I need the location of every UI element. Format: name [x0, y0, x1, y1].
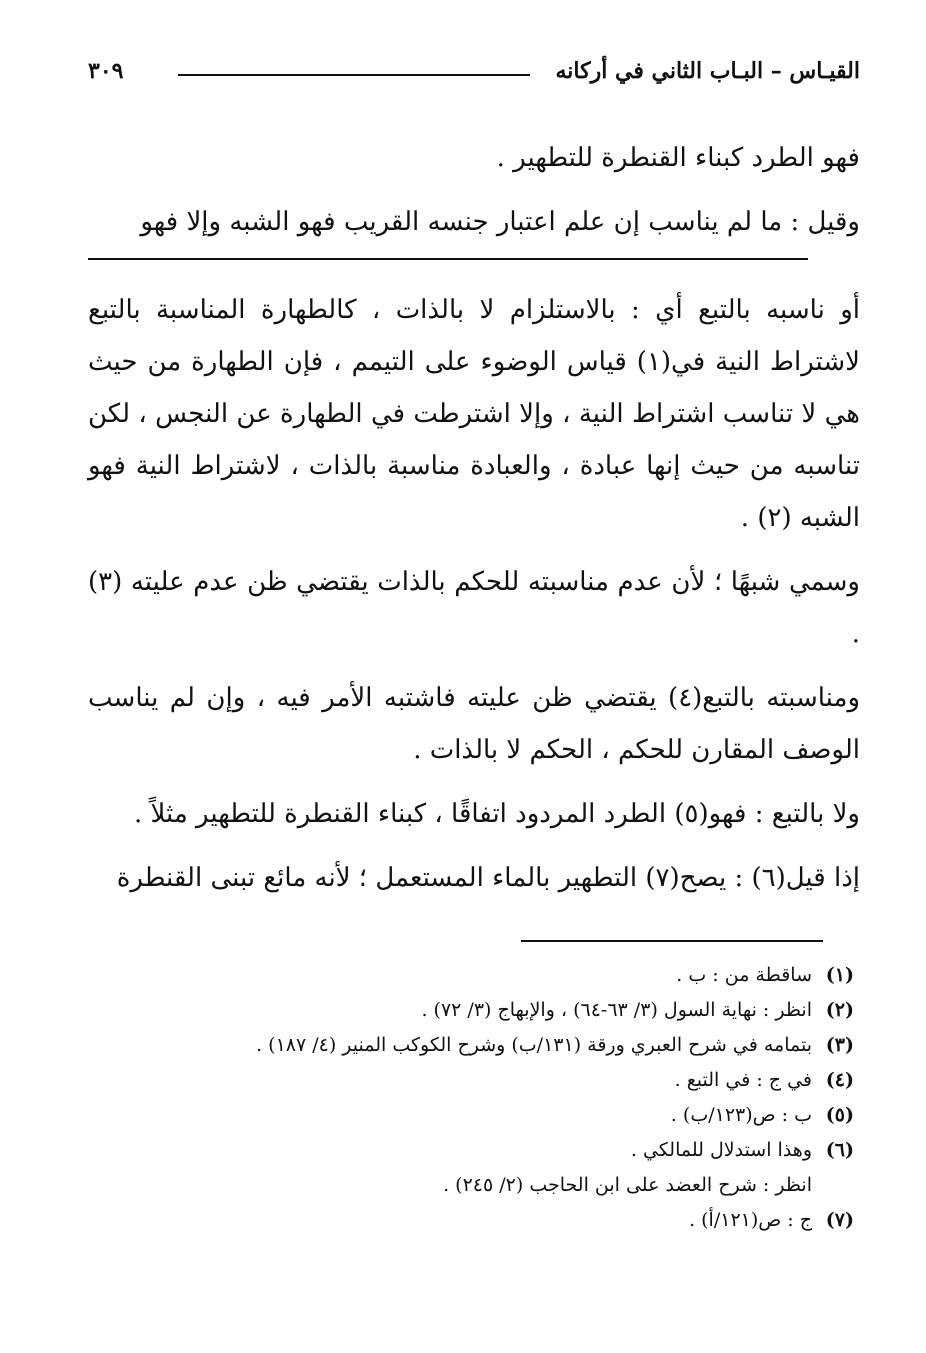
paragraph: وسمي شبهًا ؛ لأن عدم مناسبته للحكم بالذات يقتضي ظن عدم عليته (٣) .	[88, 567, 860, 649]
footnote	[94, 993, 854, 1028]
footnote-text: انظر : نهاية السول (٣/ ٦٣-٦٤) ، والإبهاج (٣/ ٧٢) .	[421, 999, 812, 1021]
footnote	[94, 1098, 854, 1133]
footnote-number: (٧)	[825, 1209, 854, 1231]
footnote-number: (٥)	[825, 1104, 854, 1126]
footnote-rule	[521, 940, 823, 942]
footnote-continuation	[94, 1168, 854, 1203]
running-title: القيـاس – البـاب الثاني في أركانه	[555, 58, 860, 84]
footnotes	[94, 958, 854, 1238]
footnote-number: (٢)	[825, 999, 854, 1021]
paragraph: فهو الطرد كبناء القنطرة للتطهير .	[496, 143, 860, 173]
footnote	[94, 1063, 854, 1098]
footnote	[94, 1028, 854, 1063]
footnote-number: (٣)	[825, 1034, 854, 1056]
footnote-text: وهذا استدلال للمالكي .	[630, 1139, 812, 1161]
footnote	[94, 958, 854, 993]
footnote-text: انظر : شرح العضد على ابن الحاجب (٢/ ٢٤٥) .	[443, 1174, 812, 1196]
page-header	[88, 58, 860, 98]
paragraph: ولا بالتبع : فهو(٥) الطرد المردود اتفاقًا ، كبناء القنطرة للتطهير مثلاً .	[133, 799, 860, 829]
footnote-number: (٤)	[825, 1069, 854, 1091]
footnote-text: بتمامه في شرح العبري ورقة (١٣١/ب) وشرح الكوكب المنير (٤/ ١٨٧) .	[256, 1034, 812, 1056]
footnote	[94, 1203, 854, 1238]
footnote-number: (١)	[825, 964, 854, 986]
footnote	[94, 1133, 854, 1168]
paragraph: ومناسبته بالتبع(٤) يقتضي ظن عليته فاشتبه الأمر فيه ، وإن لم يناسب الوصف المقارن للحكم ، الحكم لا بالذات .	[88, 683, 860, 765]
header-rule	[178, 74, 530, 76]
footnote-text: ب : ص(١٢٣/ب) .	[670, 1104, 812, 1126]
footnote-text: في ج : في التبع .	[674, 1069, 812, 1091]
paragraph: أو ناسبه بالتبع أي : بالاستلزام لا بالذات ، كالطهارة المناسبة بالتبع لاشتراط النية في(١) قياس الوضوء على التيمم ، فإن الطهارة من حيث هي لا تناسب اشتراط النية ، وإلا اشترطت في الطهارة عن النجس ، لكن تناسبه من حيث إنها عبادة ، والعبادة مناسبة بالذات ، لاشتراط النية فهو الشبه (٢) .	[88, 295, 861, 533]
footnote-text: ج : ص(١٢١/أ) .	[689, 1209, 812, 1231]
paragraph: إذا قيل(٦) : يصح(٧) التطهير بالماء المستعمل ؛ لأنه مائع تبنى القنطرة	[116, 863, 860, 893]
section-rule	[88, 258, 808, 260]
main-text	[88, 132, 860, 904]
footnote-text: ساقطة من : ب .	[676, 964, 812, 986]
paragraph: وقيل : ما لم يناسب إن علم اعتبار جنسه القريب فهو الشبه وإلا فهو	[140, 207, 860, 237]
footnote-number: (٦)	[825, 1139, 854, 1161]
page-number: ٣٠٩	[88, 58, 124, 84]
